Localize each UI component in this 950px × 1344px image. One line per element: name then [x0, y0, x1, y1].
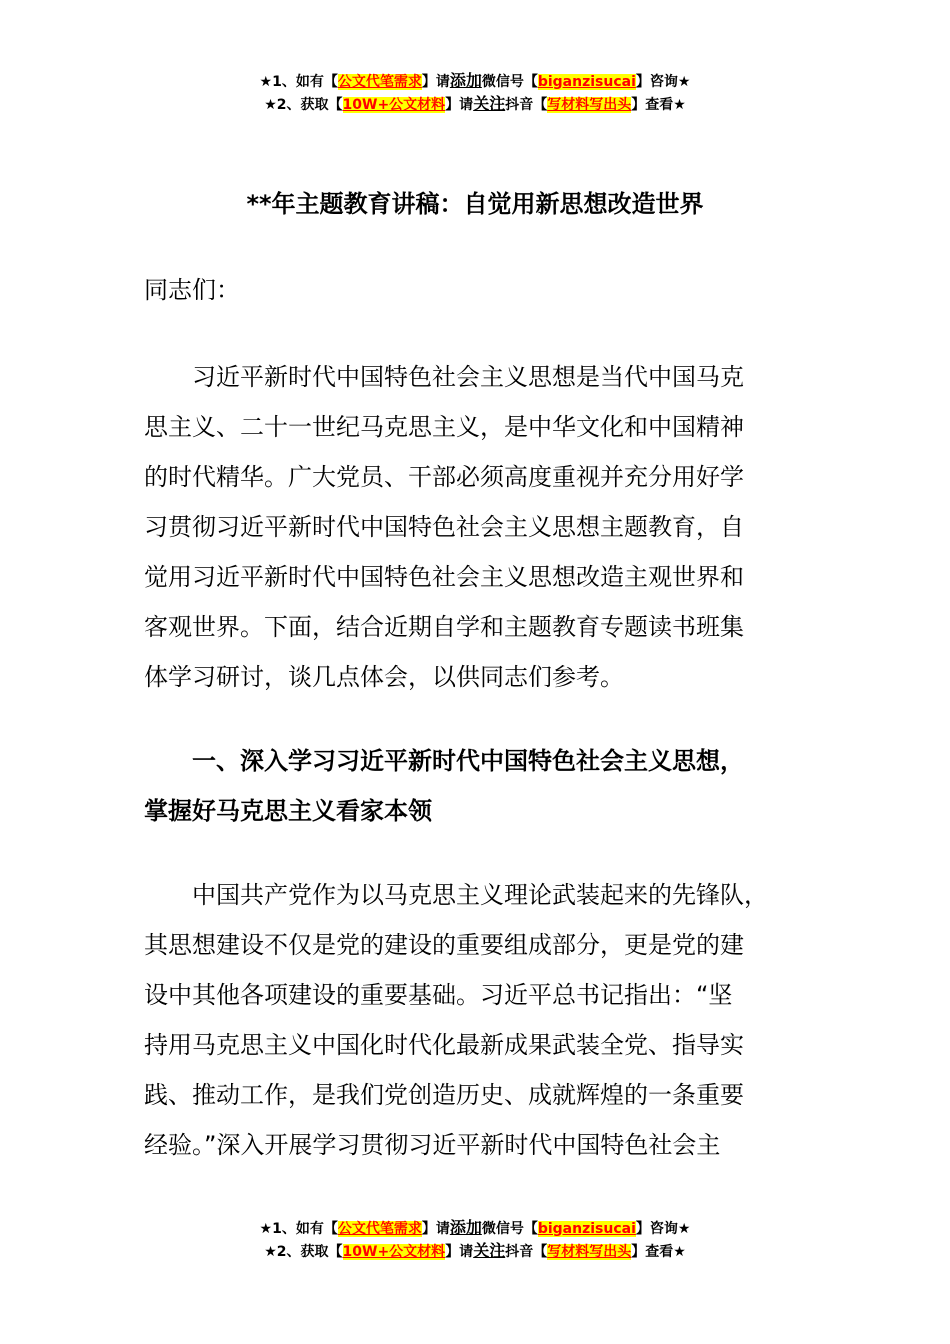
- promo-wechat-id: biganzisucai: [537, 1221, 636, 1237]
- promo-text: 微信号【: [481, 1221, 538, 1237]
- promo-text: 抖音【: [505, 1244, 548, 1260]
- promo-text: 】请: [421, 1221, 450, 1237]
- promo-douyin-id: 写材料写出头: [547, 1244, 632, 1260]
- promo-text: 】请: [445, 1244, 474, 1260]
- document-title: **年主题教育讲稿：自觉用新思想改造世界: [246, 190, 704, 218]
- promo-text: 微信号【: [481, 74, 538, 90]
- promo-highlight: 公文代笔需求: [337, 74, 422, 90]
- promo-wechat-id: biganzisucai: [537, 74, 636, 90]
- promo-text: ★2、获取【: [264, 97, 343, 113]
- paragraph-line: 体学习研讨，谈几点体会，以供同志们参考。: [144, 663, 624, 691]
- paragraph-line: 习贯彻习近平新时代中国特色社会主义思想主题教育，自: [144, 513, 744, 541]
- promo-emphasis: 关注: [473, 94, 506, 113]
- paragraph-line: 习近平新时代中国特色社会主义思想是当代中国马克: [192, 363, 744, 391]
- paragraph-line: 践、推动工作，是我们党创造历史、成就辉煌的一条重要: [144, 1081, 744, 1109]
- promo-line-2: [0, 1240, 950, 1263]
- paragraph-line: 客观世界。下面，结合近期自学和主题教育专题读书班集: [144, 613, 744, 641]
- promo-highlight: 公文代笔需求: [337, 1221, 422, 1237]
- paragraph-line: 其思想建设不仅是党的建设的重要组成部分，更是党的建: [144, 931, 744, 959]
- promo-highlight: 10W+公文材料: [342, 97, 446, 113]
- heading-line: 掌握好马克思主义看家本领: [144, 797, 432, 825]
- promo-footer: [0, 1217, 950, 1263]
- promo-text: 】查看★: [631, 97, 686, 113]
- promo-line-1: [0, 1217, 950, 1240]
- promo-text: ★2、获取【: [264, 1244, 343, 1260]
- salutation: 同志们：: [144, 276, 240, 304]
- paragraph-line: 觉用习近平新时代中国特色社会主义思想改造主观世界和: [144, 563, 744, 591]
- promo-text: 】请: [445, 97, 474, 113]
- paragraph-line: 经验。”深入开展学习贯彻习近平新时代中国特色社会主: [144, 1131, 721, 1159]
- promo-text: 】咨询★: [635, 1221, 691, 1237]
- promo-text: 抖音【: [505, 97, 548, 113]
- heading-line: 一、深入学习习近平新时代中国特色社会主义思想，: [192, 747, 744, 775]
- promo-text: 】咨询★: [635, 74, 691, 90]
- paragraph-line: 的时代精华。广大党员、干部必须高度重视并充分用好学: [144, 463, 744, 491]
- promo-text: ★1、如有【: [259, 74, 338, 90]
- promo-douyin-id: 写材料写出头: [547, 97, 632, 113]
- promo-line-1: [0, 70, 950, 93]
- promo-highlight: 10W+公文材料: [342, 1244, 446, 1260]
- promo-text: ★1、如有【: [259, 1221, 338, 1237]
- paragraph-line: 持用马克思主义中国化时代化最新成果武装全党、指导实: [144, 1031, 744, 1059]
- promo-emphasis: 关注: [473, 1241, 506, 1260]
- promo-text: 】查看★: [631, 1244, 686, 1260]
- paragraph-line: 中国共产党作为以马克思主义理论武装起来的先锋队，: [192, 881, 768, 909]
- body-paragraph-1: [144, 352, 834, 702]
- paragraph-line: 设中其他各项建设的重要基础。习近平总书记指出：“坚: [144, 981, 733, 1009]
- paragraph-line: 思主义、二十一世纪马克思主义，是中华文化和中国精神: [144, 413, 744, 441]
- promo-emphasis: 添加: [449, 1218, 482, 1237]
- promo-header: [0, 70, 950, 116]
- section-heading-1: [144, 736, 834, 836]
- body-paragraph-2: [144, 870, 834, 1170]
- promo-emphasis: 添加: [449, 71, 482, 90]
- promo-text: 】请: [421, 74, 450, 90]
- promo-line-2: [0, 93, 950, 116]
